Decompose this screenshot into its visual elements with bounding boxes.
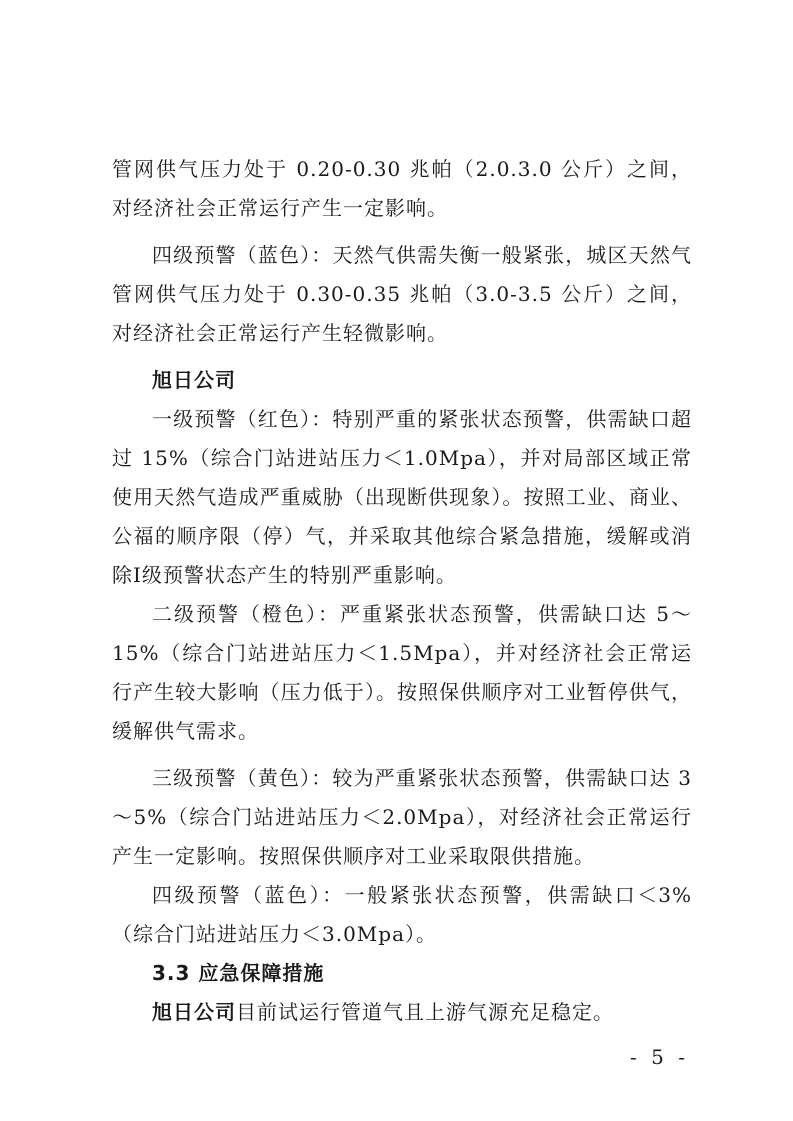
paragraph-blue-warning-xuri: 四级预警（蓝色）：一般紧张状态预警，供需缺口＜3%（综合门站进站压力＜3.0Mpa）。 [112,883,692,946]
paragraph-orange-warning: 二级预警（橙色）：严重紧张状态预警，供需缺口达 5～15%（综合门站进站压力＜1.5Mpa），并对经济社会正常运行产生较大影响（压力低于）。按照保供顺序对工业暂停供气，缓解供气需求。 [112,602,692,743]
document-body [112,150,692,1032]
section-heading-xuri: 旭日公司 [152,368,236,392]
paragraph-blue-warning-city: 四级预警（蓝色）：天然气供需失衡一般紧张，城区天然气管网供气压力处于 0.30-0.35 兆帕（3.0-3.5 公斤）之间，对经济社会正常运行产生轻微影响。 [112,243,692,345]
paragraph-pressure-level-3: 管网供气压力处于 0.20-0.30 兆帕（2.0.3.0 公斤）之间，对经济社会正常运行产生一定影响。 [112,157,692,220]
section-heading-emergency-measures: 3.3 应急保障措施 [152,961,325,985]
paragraph-emergency-measures [112,993,692,1032]
emergency-measures-text: 目前试运行管道气且上游气源充足稳定。 [236,1000,614,1024]
page-number: - 5 - [630,1045,689,1069]
paragraph-yellow-warning: 三级预警（黄色）：较为严重紧张状态预警，供需缺口达 3～5%（综合门站进站压力＜2.0Mpa），对经济社会正常运行产生一定影响。按照保供顺序对工业采取限供措施。 [112,766,692,868]
paragraph-red-warning: 一级预警（红色）：特别严重的紧张状态预警，供需缺口超过 15%（综合门站进站压力＜1.0Mpa），并对局部区域正常使用天然气造成严重威胁（出现断供现象）。按照工业、商业、公福的顺序限（停）气，并采取其他综合紧急措施，缓解或消除Ⅰ级预警状态产生的特别严重影响。 [112,407,692,587]
company-name: 旭日公司 [152,1000,236,1024]
